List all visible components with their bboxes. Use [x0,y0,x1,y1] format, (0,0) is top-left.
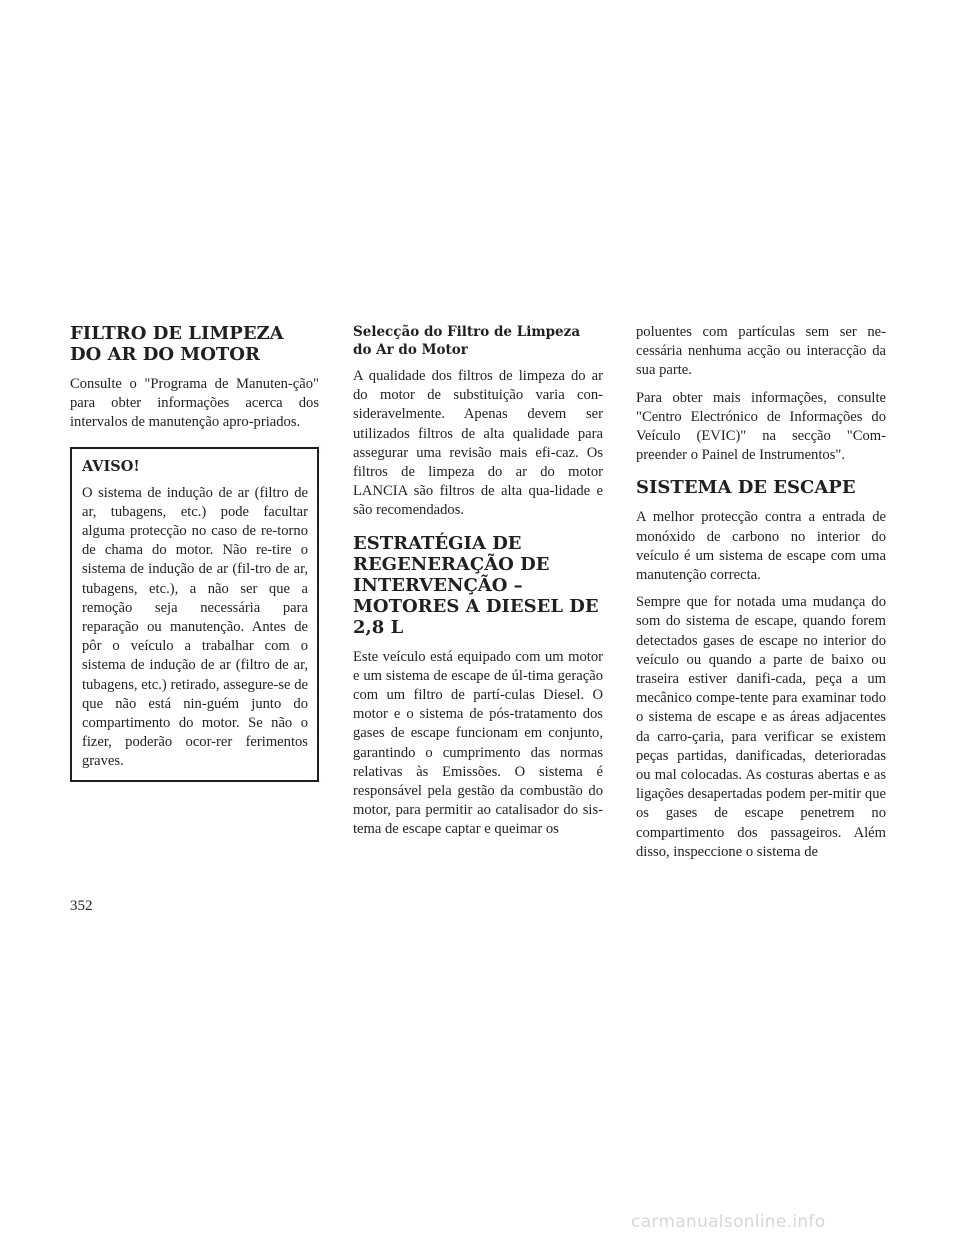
column-3 [636,323,886,870]
warning-box [70,447,319,782]
filter-quality-paragraph: A qualidade dos filtros de limpeza do ar do motor de substituição varia con-sideravelmente. Apenas devem ser utilizados filtros de alta qualidade para assegurar uma revisão mais efi-caz. Os filtros de limpeza do ar do motor LANCIA são filtros de alta qua-lidade e são recomendados. [353,368,603,519]
section-heading-exhaust: SISTEMA DE ESCAPE [636,477,856,499]
warning-text: O sistema de indução de ar (filtro de ar, tubagens, etc.) pode facultar alguma protecção no caso de re-torno de chama do motor. Não re-tire o sistema de indução de ar (fil-tro de ar, tubagens, etc.), a não ser que a remoção seja necessária para reparação ou manutenção. Antes de pôr o veículo a trabalhar com o sistema de indução de ar (filtro de ar, tubagens, etc.) retirado, assegure-se de que não está nin-guém junto do compartimento do motor. Se não o fizer, poderão ocor-rer ferimentos graves. [82,484,308,770]
column-2 [353,323,603,848]
page-number: 352 [70,898,93,914]
warning-title: AVISO! [82,457,140,475]
pollutants-paragraph: poluentes com partículas sem ser ne-cessária nenhuma acção ou interacção da sua parte. [636,324,886,379]
exhaust-inspection-paragraph: Sempre que for notada uma mudança do som do sistema de escape, quando forem detectados gases de escape no interior do veículo ou quando a parte de baixo ou traseira estiver danifi-cada, peça a um mecânico compe-tente para examinar todo o sistema de escape e as áreas adjacentes da carro-çaria, para verificar se existem peças partidas, danificadas, deterioradas ou mal colocadas. As costuras abertas e as ligações desapertadas podem per-mitir que os gases de escape penetrem no compartimento dos passageiros. Além disso, inspeccione o sistema de [636,594,886,860]
exhaust-protection-paragraph: A melhor protecção contra a entrada de monóxido de carbono no interior do veículo é um sistema de escape com uma manutenção correcta. [636,509,886,584]
subheading-filter-selection: Selecção do Filtro de Limpeza do Ar do Motor [353,324,581,358]
diesel-filter-paragraph: Este veículo está equipado com um motor e um sistema de escape de úl-tima geração com um filtro de partí-culas Diesel. O motor e o sistema de pós-tratamento dos gases de escape funcionam em conjunto, garantindo o cumprimento das normas relativas às Emissões. O sistema é responsável pela gestão da combustão do motor, para permitir ao catalisador do sis-tema de escape captar e queimar os [353,648,603,838]
intro-paragraph: Consulte o "Programa de Manuten-ção" para obter informações acerca dos intervalos de manutenção apro-priados. [70,376,319,431]
section-heading-regeneration: ESTRATÉGIA DE REGENERAÇÃO DE INTERVENÇÃO – MOTORES A DIESEL DE 2,8 L [353,532,599,638]
evic-reference-paragraph: Para obter mais informações, consulte "Centro Electrónico de Informações do Veículo (EVIC)" na secção "Com-preender o Painel de Instrumentos". [636,389,886,464]
section-heading-air-filter: FILTRO DE LIMPEZA DO AR DO MOTOR [70,323,284,365]
watermark: carmanualsonline.info [631,1212,826,1232]
column-1 [70,323,319,782]
